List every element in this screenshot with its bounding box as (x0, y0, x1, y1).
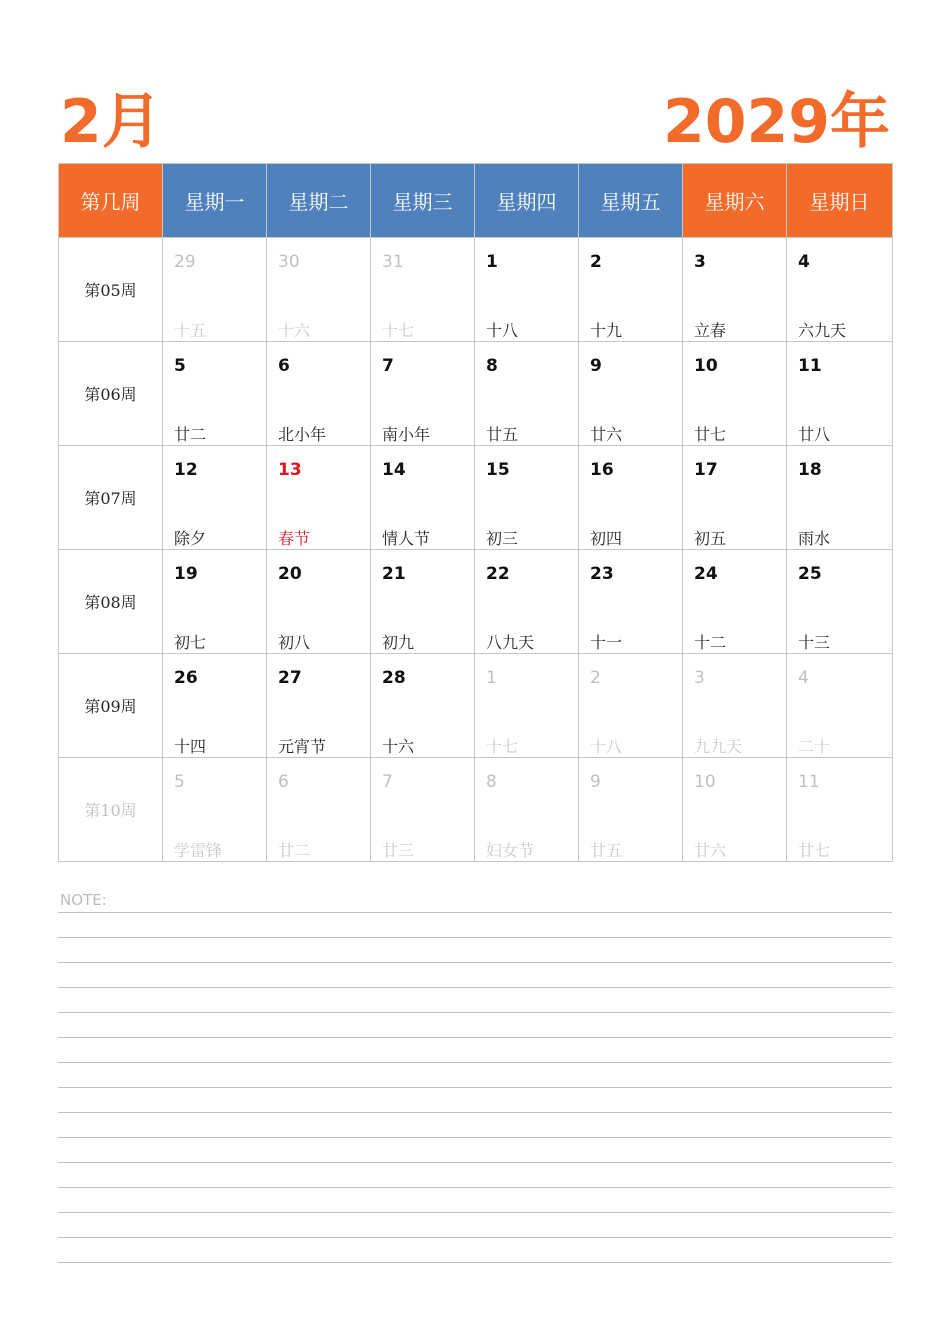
note-line (58, 987, 892, 988)
note-line (58, 1212, 892, 1213)
day-cell[interactable] (163, 654, 267, 758)
lunar-date: 除夕 (174, 529, 207, 548)
day-number: 9 (590, 356, 602, 376)
lunar-date: 初四 (590, 529, 623, 548)
day-cell[interactable] (683, 238, 787, 342)
day-number: 11 (798, 772, 820, 792)
day-cell[interactable] (787, 550, 893, 654)
lunar-date: 十八 (590, 737, 623, 756)
lunar-date: 十五 (174, 321, 207, 340)
day-cell[interactable] (163, 550, 267, 654)
lunar-date: 廿二 (174, 425, 207, 444)
header-saturday: 星期六 (683, 164, 787, 238)
lunar-date: 廿二 (278, 841, 311, 860)
day-number: 1 (486, 668, 497, 688)
day-number: 24 (694, 564, 718, 584)
day-number: 18 (798, 460, 822, 480)
lunar-date: 元宵节 (278, 737, 327, 756)
lunar-date: 十六 (382, 737, 415, 756)
day-cell[interactable] (787, 758, 893, 862)
day-cell[interactable] (579, 238, 683, 342)
day-cell[interactable] (579, 550, 683, 654)
header-monday: 星期一 (163, 164, 267, 238)
day-number: 19 (174, 564, 198, 584)
day-cell[interactable] (163, 238, 267, 342)
day-number: 27 (278, 668, 302, 688)
note-line (58, 962, 892, 963)
day-cell[interactable] (371, 342, 475, 446)
week-row (59, 446, 893, 550)
day-number: 4 (798, 668, 809, 688)
week-number-cell: 第06周 (59, 342, 163, 446)
week-number-cell: 第05周 (59, 238, 163, 342)
day-cell[interactable] (683, 550, 787, 654)
header-tuesday: 星期二 (267, 164, 371, 238)
day-cell[interactable] (475, 758, 579, 862)
day-number: 7 (382, 772, 393, 792)
lunar-date: 十六 (278, 321, 311, 340)
note-line (58, 1012, 892, 1013)
day-cell[interactable] (163, 446, 267, 550)
note-line (58, 1187, 892, 1188)
day-number: 2 (590, 252, 602, 272)
day-number: 8 (486, 356, 498, 376)
week-row (59, 654, 893, 758)
week-number-cell: 第08周 (59, 550, 163, 654)
lunar-date: 初八 (278, 633, 311, 652)
lunar-date: 初五 (694, 529, 727, 548)
lunar-date: 十三 (798, 633, 831, 652)
day-cell[interactable] (371, 446, 475, 550)
day-cell[interactable] (475, 342, 579, 446)
lunar-date: 廿八 (798, 425, 831, 444)
note-line (58, 937, 892, 938)
month-title: 2月 (60, 87, 162, 157)
day-cell[interactable] (267, 238, 371, 342)
day-number: 11 (798, 356, 822, 376)
day-cell[interactable] (683, 758, 787, 862)
note-line (58, 1062, 892, 1063)
note-line (58, 1162, 892, 1163)
lunar-date: 十一 (590, 633, 623, 652)
day-number: 22 (486, 564, 510, 584)
day-cell[interactable] (579, 758, 683, 862)
day-cell[interactable] (371, 550, 475, 654)
lunar-date: 十四 (174, 737, 207, 756)
lunar-date: 六九天 (798, 321, 847, 340)
day-cell[interactable] (267, 654, 371, 758)
lunar-date: 九九天 (694, 737, 743, 756)
day-number: 9 (590, 772, 601, 792)
week-number-cell: 第09周 (59, 654, 163, 758)
week-row (59, 342, 893, 446)
day-number: 3 (694, 668, 705, 688)
lunar-date: 十八 (486, 321, 519, 340)
day-number: 1 (486, 252, 498, 272)
note-line (58, 1262, 892, 1263)
day-number: 20 (278, 564, 302, 584)
lunar-date: 北小年 (278, 425, 327, 444)
calendar-grid (58, 163, 893, 862)
day-number: 12 (174, 460, 198, 480)
day-number: 29 (174, 252, 196, 272)
calendar-body (59, 238, 893, 862)
note-line (58, 1087, 892, 1088)
day-number: 7 (382, 356, 394, 376)
lunar-date: 廿六 (590, 425, 623, 444)
day-cell[interactable] (683, 342, 787, 446)
lunar-date: 雨水 (798, 529, 831, 548)
day-cell[interactable] (787, 654, 893, 758)
day-number: 4 (798, 252, 810, 272)
lunar-date: 廿六 (694, 841, 727, 860)
lunar-date: 初九 (382, 633, 415, 652)
day-number: 6 (278, 772, 289, 792)
lunar-date: 二十 (798, 737, 831, 756)
calendar-header-row (59, 164, 893, 238)
day-cell[interactable] (163, 758, 267, 862)
day-cell[interactable] (475, 238, 579, 342)
day-cell[interactable] (371, 758, 475, 862)
day-number: 8 (486, 772, 497, 792)
lunar-date: 廿七 (798, 841, 831, 860)
lunar-date: 廿三 (382, 841, 415, 860)
day-number: 16 (590, 460, 614, 480)
lunar-date: 初七 (174, 633, 207, 652)
day-number: 6 (278, 356, 290, 376)
week-number-cell: 第07周 (59, 446, 163, 550)
day-cell[interactable] (787, 342, 893, 446)
day-cell[interactable] (267, 550, 371, 654)
lunar-date: 十二 (694, 633, 727, 652)
lunar-date: 春节 (278, 529, 311, 548)
day-cell[interactable] (475, 654, 579, 758)
day-cell[interactable] (683, 446, 787, 550)
day-number: 13 (278, 460, 302, 480)
day-cell[interactable] (371, 238, 475, 342)
lunar-date: 八九天 (486, 633, 535, 652)
day-number: 26 (174, 668, 198, 688)
lunar-date: 立春 (694, 321, 727, 340)
day-cell[interactable] (267, 446, 371, 550)
day-cell[interactable] (579, 342, 683, 446)
day-number: 3 (694, 252, 706, 272)
day-cell[interactable] (267, 758, 371, 862)
week-row (59, 550, 893, 654)
lunar-date: 廿五 (486, 425, 519, 444)
lunar-date: 十七 (382, 321, 415, 340)
lunar-date: 廿五 (590, 841, 623, 860)
day-cell[interactable] (683, 654, 787, 758)
note-line (58, 1037, 892, 1038)
header-sunday: 星期日 (787, 164, 893, 238)
lunar-date: 学雷锋 (174, 841, 223, 860)
day-number: 15 (486, 460, 510, 480)
day-number: 31 (382, 252, 404, 272)
day-number: 10 (694, 356, 718, 376)
week-row (59, 758, 893, 862)
lunar-date: 廿七 (694, 425, 727, 444)
week-number-cell: 第10周 (59, 758, 163, 862)
day-number: 10 (694, 772, 716, 792)
lunar-date: 初三 (486, 529, 519, 548)
day-number: 28 (382, 668, 406, 688)
day-cell[interactable] (475, 446, 579, 550)
lunar-date: 十九 (590, 321, 623, 340)
day-cell[interactable] (579, 446, 683, 550)
day-cell[interactable] (787, 446, 893, 550)
lunar-date: 妇女节 (486, 841, 535, 860)
day-cell[interactable] (787, 238, 893, 342)
day-cell[interactable] (371, 654, 475, 758)
week-row (59, 238, 893, 342)
header-week-number: 第几周 (59, 164, 163, 238)
day-number: 5 (174, 772, 185, 792)
day-number: 21 (382, 564, 406, 584)
day-cell[interactable] (267, 342, 371, 446)
header-friday: 星期五 (579, 164, 683, 238)
day-number: 23 (590, 564, 614, 584)
header-wednesday: 星期三 (371, 164, 475, 238)
year-title: 2029年 (663, 87, 890, 157)
day-cell[interactable] (163, 342, 267, 446)
lunar-date: 情人节 (382, 529, 431, 548)
note-line (58, 1112, 892, 1113)
note-label: NOTE: (60, 891, 107, 909)
day-number: 17 (694, 460, 718, 480)
day-number: 2 (590, 668, 601, 688)
day-number: 30 (278, 252, 300, 272)
header-thursday: 星期四 (475, 164, 579, 238)
day-cell[interactable] (475, 550, 579, 654)
note-line (58, 912, 892, 913)
day-cell[interactable] (579, 654, 683, 758)
lunar-date: 南小年 (382, 425, 431, 444)
lunar-date: 十七 (486, 737, 519, 756)
note-line (58, 1137, 892, 1138)
day-number: 14 (382, 460, 406, 480)
day-number: 25 (798, 564, 822, 584)
note-line (58, 1237, 892, 1238)
day-number: 5 (174, 356, 186, 376)
